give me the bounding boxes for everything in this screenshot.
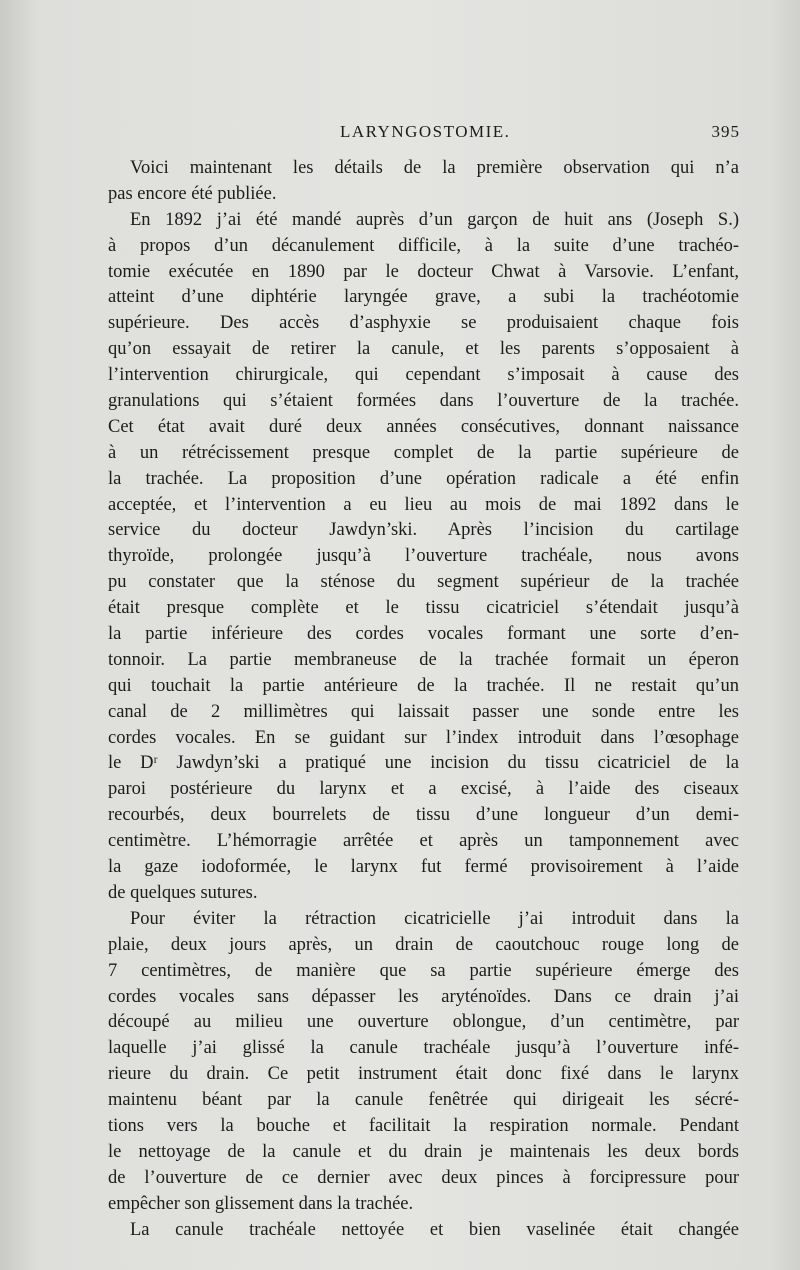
text-line: la trachée. La proposition d’une opération radicale a été enfin [108,468,739,489]
text-line: paroi postérieure du larynx et a excisé, à l’aide des ciseaux [108,779,739,800]
text-line: le Dʳ Jawdyn’ski a pratiqué une incision du tissu cicatriciel de la [108,753,739,774]
text-line: recourbés, deux bourrelets de tissu d’une longueur d’un demi- [108,805,739,826]
text-line: tomie exécutée en 1890 par le docteur Chwat à Varsovie. L’enfant, [108,261,739,282]
text-line: atteint d’une diphtérie laryngée grave, a subi la trachéotomie [108,287,739,308]
text-line: service du docteur Jawdyn’ski. Après l’incision du cartilage [108,520,739,541]
text-line: cordes vocales. En se guidant sur l’index introduit dans l’œsophage [108,727,739,748]
text-line: qu’on essayait de retirer la canule, et les parents s’opposaient à [108,339,739,360]
body-text [108,156,739,1243]
text-line: laquelle j’ai glissé la canule trachéale jusqu’à l’ouverture infé- [108,1038,739,1059]
text-line: 7 centimètres, de manière que sa partie supérieure émerge des [108,960,739,981]
text-line: Pour éviter la rétraction cicatricielle j’ai introduit dans la [130,908,739,929]
text-line: canal de 2 millimètres qui laissait passer une sonde entre les [108,701,739,722]
text-line: le nettoyage de la canule et du drain je maintenais les deux bords [108,1141,739,1162]
text-line: découpé au milieu une ouverture oblongue, d’un centimètre, par [108,1012,739,1033]
page-number: 395 [711,122,740,141]
text-line: à un rétrécissement presque complet de la partie supérieure de [108,442,739,463]
text-line: maintenu béant par la canule fenêtrée qui dirigeait les sécré- [108,1090,739,1111]
text-line: la gaze iodoformée, le larynx fut fermé provisoirement à l’aide [108,857,739,878]
text-line: granulations qui s’étaient formées dans l’ouverture de la trachée. [108,391,739,412]
text-line: supérieure. Des accès d’asphyxie se produisaient chaque fois [108,313,739,334]
text-line: Cet état avait duré deux années consécutives, donnant naissance [108,416,739,437]
text-line: qui touchait la partie antérieure de la trachée. Il ne restait qu’un [108,675,739,696]
text-line: à propos d’un décanulement difficile, à la suite d’une trachéo- [108,235,739,256]
text-line: était presque complète et le tissu cicatriciel s’étendait jusqu’à [108,598,739,619]
text-line: En 1892 j’ai été mandé auprès d’un garçon de huit ans (Joseph S.) [130,209,739,230]
text-line: de l’ouverture de ce dernier avec deux pinces à forcipressure pour [108,1167,739,1188]
text-line: de quelques sutures. [108,882,258,903]
text-line: cordes vocales sans dépasser les aryténoïdes. Dans ce drain j’ai [108,986,739,1007]
text-line: tions vers la bouche et facilitait la respiration normale. Pendant [108,1115,739,1136]
page-header [108,122,740,146]
text-line: tonnoir. La partie membraneuse de la trachée formait un éperon [108,649,739,670]
text-line: plaie, deux jours après, un drain de caoutchouc rouge long de [108,934,739,955]
text-line: La canule trachéale nettoyée et bien vaselinée était changée [130,1219,739,1240]
text-line: la partie inférieure des cordes vocales formant une sorte d’en- [108,624,739,645]
text-line: centimètre. L’hémorragie arrêtée et après un tamponnement avec [108,831,739,852]
text-line: acceptée, et l’intervention a eu lieu au mois de mai 1892 dans le [108,494,739,515]
text-line: l’intervention chirurgicale, qui cependant s’imposait à cause des [108,365,739,386]
text-line: thyroïde, prolongée jusqu’à l’ouverture trachéale, nous avons [108,546,739,567]
text-line: pas encore été publiée. [108,183,277,204]
text-line: pu constater que la sténose du segment supérieur de la trachée [108,572,739,593]
text-line: rieure du drain. Ce petit instrument était donc fixé dans le larynx [108,1064,739,1085]
running-title: LARYNGOSTOMIE. [340,122,511,141]
text-line: empêcher son glissement dans la trachée. [108,1193,414,1214]
text-line: Voici maintenant les détails de la première observation qui n’a [130,158,739,178]
